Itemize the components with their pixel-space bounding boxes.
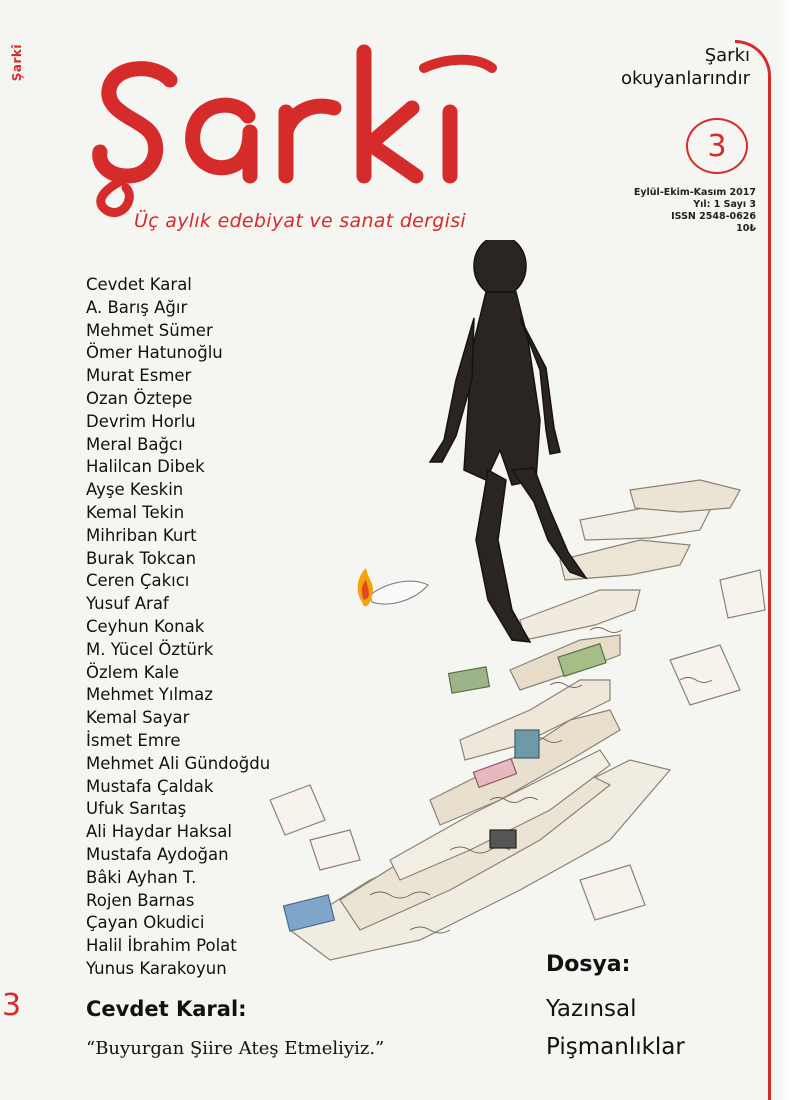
author-name: Mihriban Kurt — [86, 525, 197, 545]
author-name: Burak Tokcan — [86, 548, 197, 568]
author-name: Ozan Öztepe — [86, 388, 193, 408]
author-name: Özlem Kale — [86, 662, 180, 682]
author-name: Meral Bağcı — [86, 434, 183, 454]
author-name: Bâki Ayhan T. — [86, 867, 197, 887]
author-name: Halil İbrahim Polat — [86, 936, 237, 956]
author-name: Mustafa Aydoğan — [86, 844, 229, 864]
author-name: Mehmet Yılmaz — [86, 685, 213, 705]
author-name: Mehmet Ali Gündoğdu — [86, 753, 271, 773]
feature-title: Cevdet Karal: — [86, 997, 247, 1021]
author-name: M. Yücel Öztürk — [86, 639, 214, 659]
feature-quote: “Buyurgan Şiire Ateş Etmeliyiz.” — [86, 1038, 385, 1059]
author-name: Rojen Barnas — [86, 890, 195, 910]
book-dark — [490, 830, 516, 848]
author-name: Kemal Tekin — [86, 502, 185, 522]
author-name: Ömer Hatunoğlu — [86, 343, 223, 363]
cover-illustration — [250, 240, 770, 980]
tagline-line-1: Şarkı — [704, 45, 750, 66]
walking-figure — [430, 240, 586, 642]
author-name: Halilcan Dibek — [86, 457, 205, 477]
issue-volume: Yıl: 1 Sayı 3 — [693, 199, 756, 210]
author-name: Mehmet Sümer — [86, 320, 213, 340]
tagline — [550, 44, 750, 90]
author-name: Cevdet Karal — [86, 275, 192, 294]
dossier-topic — [546, 990, 756, 1066]
magazine-subtitle: Üç aylık edebiyat ve sanat dergisi — [134, 210, 467, 232]
issue-period: Eylül-Ekim-Kasım 2017 — [633, 187, 756, 198]
burning-feather — [358, 568, 428, 606]
dossier-topic-line-1: Yazınsal — [546, 996, 637, 1022]
author-name: İsmet Emre — [86, 730, 181, 750]
author-name: Devrim Horlu — [86, 411, 196, 431]
masthead-logo — [78, 28, 498, 218]
spine-logo: Şarkî — [10, 44, 24, 82]
author-name: Ceyhun Konak — [86, 616, 205, 636]
author-name: Murat Esmer — [86, 366, 192, 386]
issue-number-badge — [686, 118, 748, 174]
author-list — [86, 274, 270, 981]
issue-issn: ISSN 2548-0626 — [671, 211, 756, 222]
author-name: Ayşe Keskin — [86, 480, 184, 500]
author-name: Çayan Okudici — [86, 913, 205, 933]
dossier-topic-line-2: Pişmanlıklar — [546, 1034, 685, 1060]
book-green-1 — [449, 667, 490, 693]
author-name: Kemal Sayar — [86, 708, 190, 728]
issue-number: 3 — [707, 128, 727, 164]
author-name: Mustafa Çaldak — [86, 776, 214, 796]
author-name: Ceren Çakıcı — [86, 571, 190, 591]
author-name: Yunus Karakoyun — [86, 958, 227, 978]
paper-pile — [270, 480, 765, 960]
author-name: Yusuf Araf — [86, 594, 169, 614]
author-name: Ufuk Sarıtaş — [86, 799, 187, 819]
book-teal — [515, 730, 539, 758]
author-name: A. Barış Ağır — [86, 297, 188, 317]
issue-meta — [586, 187, 756, 235]
dossier-label: Dosya: — [546, 952, 631, 977]
issue-price: 10₺ — [736, 223, 756, 234]
issue-number-marker: 3 — [2, 988, 22, 1023]
author-name: Ali Haydar Haksal — [86, 822, 232, 842]
tagline-line-2: okuyanlarındır — [620, 68, 750, 89]
